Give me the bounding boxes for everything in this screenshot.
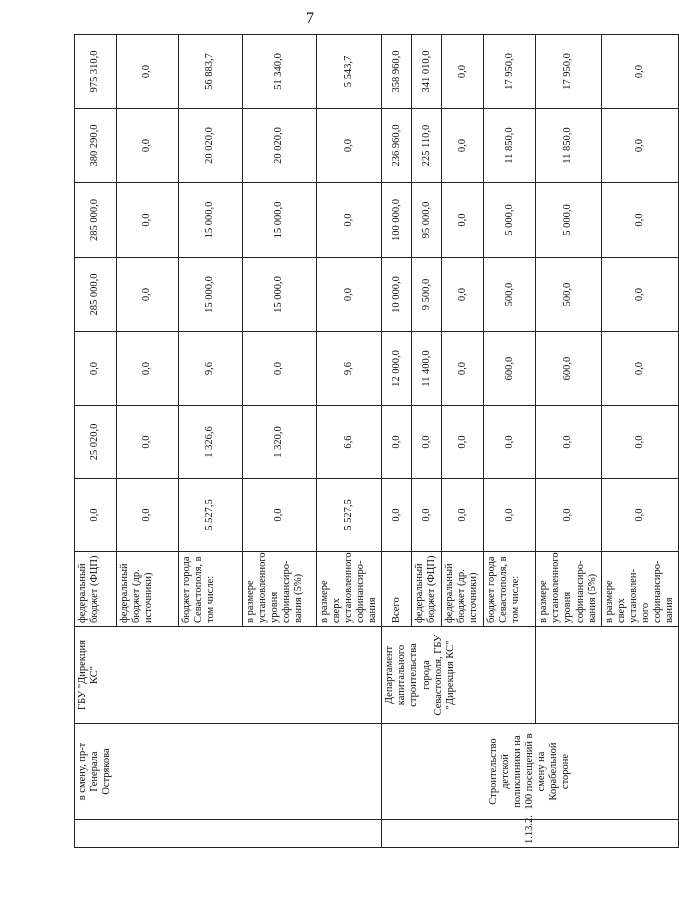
value-cell: 51 340,0 — [243, 35, 317, 109]
value-cell: 0,0 — [601, 109, 678, 183]
value-cell: 975 310,0 — [75, 35, 117, 109]
value-cell: 11 850,0 — [484, 109, 536, 183]
value-cell: 9,6 — [179, 332, 243, 406]
value-cell: 0,0 — [536, 406, 601, 479]
value-cell: 225 110,0 — [412, 109, 442, 183]
value-cell: 5 000,0 — [484, 183, 536, 258]
table-row — [75, 35, 117, 848]
value-cell: 0,0 — [442, 35, 484, 109]
value-cell: 0,0 — [382, 479, 412, 552]
value-cell: 0,0 — [442, 258, 484, 332]
value-cell: 0,0 — [601, 258, 678, 332]
row-number-cell: 1.13.2. — [382, 820, 679, 848]
value-cell: 0,0 — [317, 109, 382, 183]
value-cell: 0,0 — [317, 183, 382, 258]
value-cell: 0,0 — [117, 406, 179, 479]
value-cell: 15 000,0 — [243, 183, 317, 258]
value-cell: 0,0 — [442, 332, 484, 406]
funding-table — [74, 34, 679, 848]
value-cell: 0,0 — [601, 183, 678, 258]
executor-cell: ГБУ "Дирекция КС" — [75, 627, 382, 724]
source-cell: бюджет города Севастополя, в том числе: — [484, 552, 536, 627]
value-cell: 5 543,7 — [317, 35, 382, 109]
value-cell: 12 000,0 — [382, 332, 412, 406]
value-cell: 1 326,6 — [179, 406, 243, 479]
value-cell: 0,0 — [243, 332, 317, 406]
value-cell: 6,6 — [317, 406, 382, 479]
value-cell: 0,0 — [442, 479, 484, 552]
value-cell: 500,0 — [484, 258, 536, 332]
value-cell: 56 883,7 — [179, 35, 243, 109]
value-cell: 285 000,0 — [75, 183, 117, 258]
source-cell: в размере установленного уровня софинансиро-вания (5%) — [536, 552, 601, 627]
value-cell: 0,0 — [75, 332, 117, 406]
value-cell: 15 000,0 — [179, 183, 243, 258]
value-cell: 11 400,0 — [412, 332, 442, 406]
value-cell: 0,0 — [412, 406, 442, 479]
value-cell: 358 960,0 — [382, 35, 412, 109]
value-cell: 9,6 — [317, 332, 382, 406]
value-cell: 20 020,0 — [179, 109, 243, 183]
source-cell: Всего — [382, 552, 412, 627]
value-cell: 17 950,0 — [484, 35, 536, 109]
value-cell: 0,0 — [75, 479, 117, 552]
value-cell: 500,0 — [536, 258, 601, 332]
object-name-cell: в смену, пр-т Генерала Острякова — [75, 724, 382, 820]
value-cell: 0,0 — [484, 479, 536, 552]
page-number: 7 — [306, 10, 314, 27]
source-cell: федеральный бюджет (ФЦП) — [412, 552, 442, 627]
value-cell: 0,0 — [317, 258, 382, 332]
value-cell: 600,0 — [484, 332, 536, 406]
value-cell: 0,0 — [536, 479, 601, 552]
value-cell: 20 020,0 — [243, 109, 317, 183]
value-cell: 17 950,0 — [536, 35, 601, 109]
value-cell: 25 020,0 — [75, 406, 117, 479]
value-cell: 341 010,0 — [412, 35, 442, 109]
value-cell: 5 527,5 — [317, 479, 382, 552]
source-cell: в размере установленного уровня софинансиро-вания (5%) — [243, 552, 317, 627]
value-cell: 285 000,0 — [75, 258, 117, 332]
value-cell: 5 527,5 — [179, 479, 243, 552]
source-cell: федеральный бюджет (др. источники) — [117, 552, 179, 627]
value-cell: 0,0 — [117, 479, 179, 552]
row-number-cell — [75, 820, 382, 848]
value-cell: 0,0 — [601, 35, 678, 109]
value-cell: 0,0 — [442, 109, 484, 183]
object-name-cell: Строительство детской поликлиники на 100 посещений в смену на Корабельной стороне — [382, 724, 679, 820]
value-cell: 0,0 — [442, 406, 484, 479]
value-cell: 0,0 — [601, 332, 678, 406]
value-cell: 380 290,0 — [75, 109, 117, 183]
value-cell: 15 000,0 — [243, 258, 317, 332]
source-cell: федеральный бюджет (ФЦП) — [75, 552, 117, 627]
value-cell: 5 000,0 — [536, 183, 601, 258]
value-cell: 9 500,0 — [412, 258, 442, 332]
value-cell: 0,0 — [117, 35, 179, 109]
value-cell: 0,0 — [117, 258, 179, 332]
value-cell: 0,0 — [117, 183, 179, 258]
value-cell: 0,0 — [117, 109, 179, 183]
value-cell: 0,0 — [601, 479, 678, 552]
value-cell: 100 000,0 — [382, 183, 412, 258]
value-cell: 600,0 — [536, 332, 601, 406]
value-cell: 0,0 — [484, 406, 536, 479]
value-cell: 10 000,0 — [382, 258, 412, 332]
value-cell: 0,0 — [442, 183, 484, 258]
source-cell: в размере сверх установленного софинансиро-вания — [317, 552, 382, 627]
value-cell: 0,0 — [601, 406, 678, 479]
value-cell: 95 000,0 — [412, 183, 442, 258]
value-cell: 0,0 — [243, 479, 317, 552]
value-cell: 15 000,0 — [179, 258, 243, 332]
table-row — [382, 35, 412, 848]
executor-continuation-cell — [536, 627, 679, 724]
value-cell: 1 320,0 — [243, 406, 317, 479]
source-cell: федеральный бюджет (др. источники) — [442, 552, 484, 627]
value-cell: 11 850,0 — [536, 109, 601, 183]
executor-cell: Департамент капитального строительства города Севастополя, ГБУ "Дирекция КС" — [382, 627, 536, 724]
value-cell: 0,0 — [117, 332, 179, 406]
rotated-table-container — [74, 35, 675, 848]
source-cell: в размере сверх установлен-ного софинансиро-вания — [601, 552, 678, 627]
value-cell: 0,0 — [412, 479, 442, 552]
value-cell: 236 960,0 — [382, 109, 412, 183]
source-cell: бюджет города Севастополя, в том числе: — [179, 552, 243, 627]
value-cell: 0,0 — [382, 406, 412, 479]
